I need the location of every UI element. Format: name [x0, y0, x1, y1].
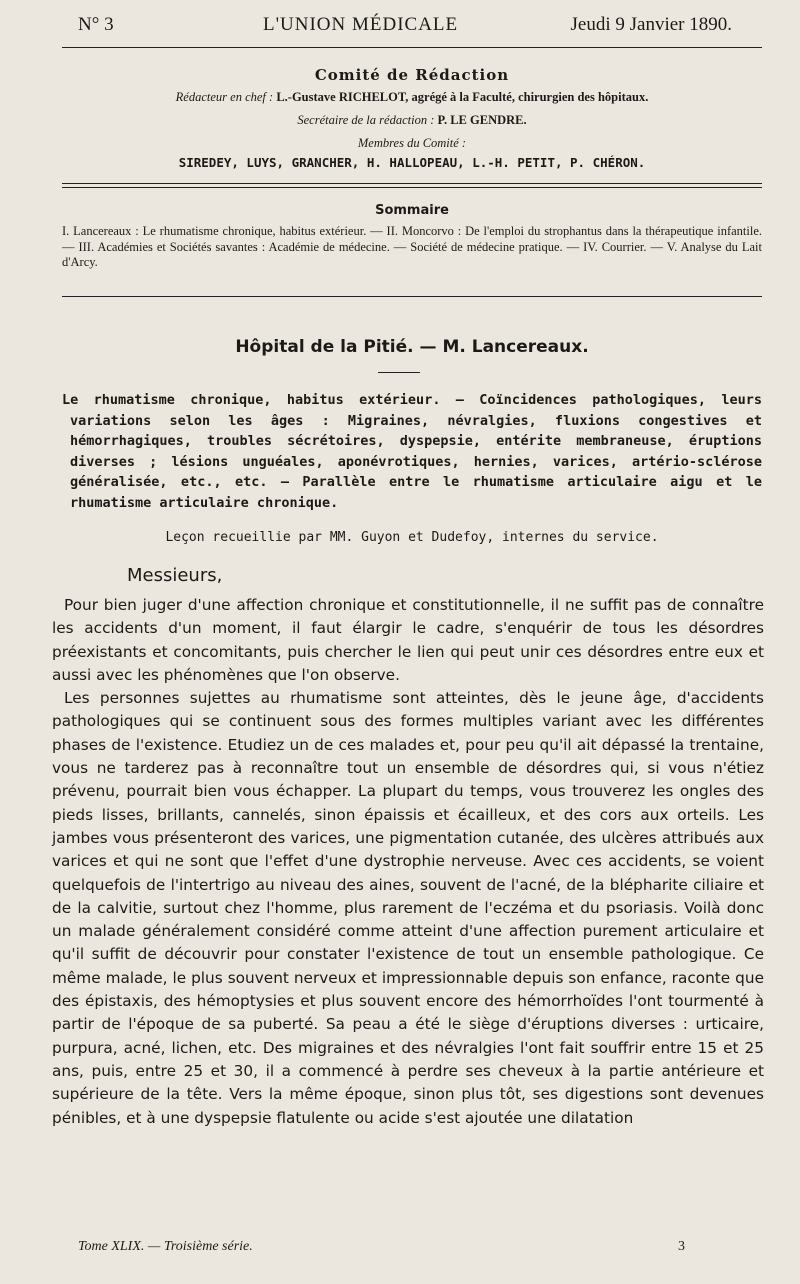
body-paragraph: Pour bien juger d'une affection chronique et constitutionnelle, il ne suffit pas de connaître les accidents d'un moment, il faut élargir le cadre, s'enquérir de tous les désordres préexistants et concomitants, puis chercher le lien qui peut unir ces désordres entre eux et aussi avec les phénomènes que l'on observe. — [52, 596, 764, 684]
secretary-name: P. LE GENDRE. — [437, 113, 527, 127]
header-rule — [62, 47, 762, 48]
committee-rule-top — [62, 183, 762, 184]
editor-label: Rédacteur en chef : — [175, 90, 277, 104]
article-summary: Le rhumatisme chronique, habitus extérieur. — Coïncidences pathologiques, leurs variations selon les âges : Migraines, névralgies, fluxions congestives et hémorrhagiques, troubles sécrétoires, dyspepsie, entérite membraneuse, éruptions diverses ; lésions unguéales, aponévrotiques, hernies, varices, artério-sclérose généralisée, etc., etc. — Parallèle entre le rhumatisme articulaire aigu et le rhumatisme articulaire chronique. — [62, 392, 762, 511]
article-heading: Hôpital de la Pitié. — M. Lancereaux. — [235, 337, 589, 357]
page-header — [78, 14, 732, 44]
greeting: Messieurs, — [127, 565, 223, 586]
committee-rule-bottom — [62, 187, 762, 188]
issue-number: N° 3 — [78, 14, 114, 35]
heading-rule — [378, 372, 420, 373]
volume-label: Tome XLIX. — Troisième série. — [78, 1239, 253, 1254]
committee-secretary — [62, 113, 762, 128]
page-number: 3 — [678, 1239, 685, 1254]
sommaire-title: Sommaire — [375, 203, 449, 218]
committee-title: Comité de Rédaction — [314, 66, 510, 84]
article-body — [52, 594, 764, 1130]
committee-members: SIREDEY, LUYS, GRANCHER, H. HALLOPEAU, L.-H. PETIT, P. CHÉRON. — [178, 155, 646, 170]
committee-editor — [62, 90, 762, 105]
committee-members-label: Membres du Comité : — [357, 136, 467, 150]
issue-date: Jeudi 9 Janvier 1890. — [570, 14, 732, 35]
body-paragraph: Les personnes sujettes au rhumatisme sont atteintes, dès le jeune âge, d'accidents pathologiques qui se continuent sous des formes multiples variant avec les différentes phases de l'existence. Etudiez un de ces malades et, pour peu qu'il ait dépassé la trentaine, vous ne tarderez pas à reconnaître tout un ensemble de désordres qui, si vous n'étiez prévenu, pourrait bien vous échapper. La plupart du temps, vous trouverez les ongles des pieds lisses, brillants, cannelés, sinon épaissis et écailleux, et des cors aux orteils. Les jambes vous présenteront des varices, une pigmentation cutanée, des ulcères attribués aux varices et qui ne sont que l'effet d'une dystrophie nerveuse. Avec ces accidents, se voient quelquefois de l'intertrigo au niveau des aines, souvent de l'acné, de la blépharite ciliaire et de la calvitie, surtout chez l'homme, plus rarement de l'eczéma et du psoriasis. Voilà donc un malade généralement considéré comme atteint d'une affection purement articulaire et qu'il suffit de découvrir pour constater l'existence de tout un ensemble pathologique. Ce même malade, le plus souvent nerveux et impressionnable depuis son enfance, raconte que des épistaxis, des hémoptysies et plus souvent encore des hémorrhoïdes l'ont tourmenté à partir de l'époque de sa puberté. Sa peau a été le siège d'éruptions diverses : urticaire, purpura, acné, lichen, etc. Des migraines et des névralgies l'ont fait souffrir entre 15 et 25 ans, puis, entre 25 et 30, il a commencé à perdre ses cheveux à la partie antérieure et supérieure de la tête. Vers la même époque, sinon plus tôt, ses digestions sont devenues pénibles, et à une dyspepsie flatulente ou acide s'est ajoutée une dilatation — [52, 689, 764, 1127]
editor-name: L.-Gustave RICHELOT, agrégé à la Faculté, chirurgien des hôpitaux. — [276, 90, 649, 104]
sommaire-rule — [62, 296, 762, 297]
secretary-label: Secrétaire de la rédaction : — [297, 113, 438, 127]
sommaire-text: I. Lancereaux : Le rhumatisme chronique, habitus extérieur. — II. Moncorvo : De l'emploi du strophantus dans la thérapeutique infantile. — III. Académies et Sociétés savantes : Académie de médecine. — Société de médecine pratique. — IV. Courrier. — V. Analyse du Lait d'Arcy. — [62, 224, 762, 269]
journal-title: L'UNION MÉDICALE — [263, 14, 459, 35]
lecture-credit: Leçon recueillie par MM. Guyon et Dudefoy, internes du service. — [165, 530, 659, 545]
